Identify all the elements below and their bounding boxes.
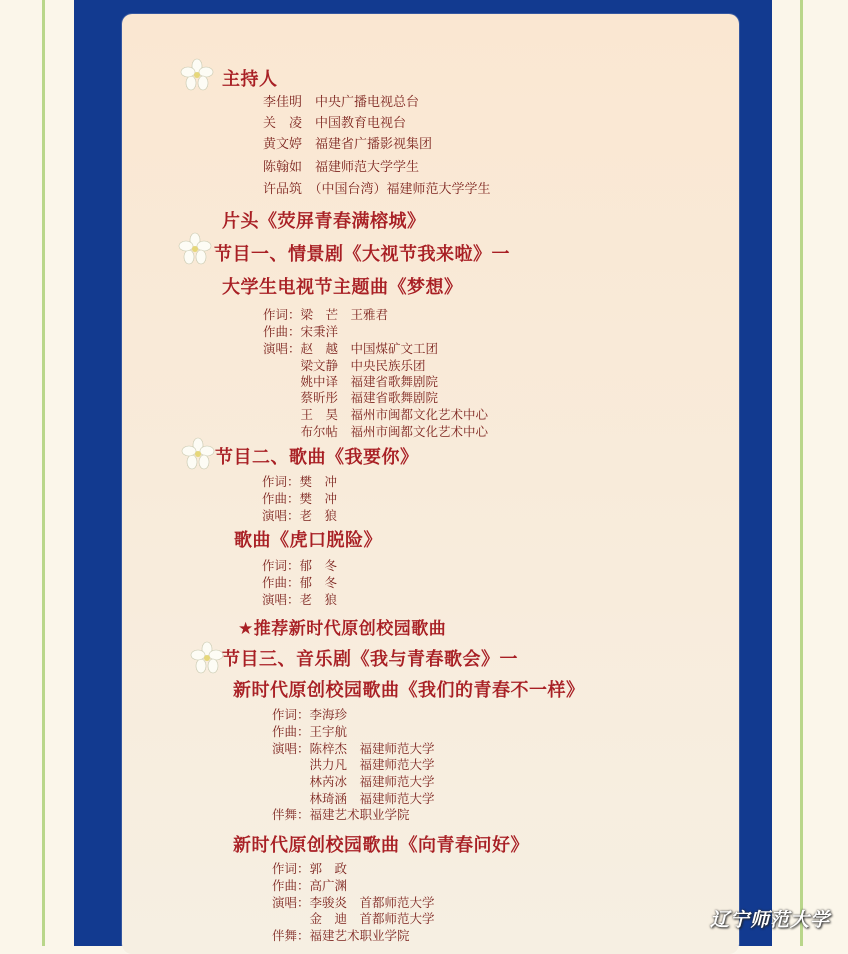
host-line: 许品筑 （中国台湾）福建师范大学学生: [263, 182, 491, 197]
host-line: 李佳明 中央广播电视总台: [263, 95, 420, 110]
credit-line: 伴舞：福建艺术职业学院: [272, 807, 410, 822]
credit-line: 作词：梁 芒 王雅君: [263, 307, 389, 322]
program2-song2: 歌曲《虎口脱险》: [234, 530, 382, 551]
host-line: 关 凌 中国教育电视台: [263, 116, 407, 131]
opening-heading: 片头《荧屏青春满榕城》: [222, 211, 426, 232]
credit-line: 梁文静 中央民族乐团: [263, 358, 426, 373]
jasmine-flower-icon: [180, 58, 214, 92]
credit-line: 王 昊 福州市闽都文化艺术中心: [263, 407, 489, 422]
credit-line: 作词：樊 冲: [262, 474, 338, 489]
credit-line: 蔡昕彤 福建省歌舞剧院: [263, 390, 439, 405]
credit-line: 作词：李海珍: [272, 707, 348, 722]
credit-line: 作曲：郁 冬: [262, 575, 338, 590]
jasmine-flower-icon: [178, 232, 212, 266]
credit-line: 作词：郭 政: [272, 861, 348, 876]
credit-line: 林琦涵 福建师范大学: [272, 791, 435, 806]
right-green-border: [800, 0, 803, 946]
jasmine-flower-icon: [181, 437, 215, 471]
program3-song2: 新时代原创校园歌曲《向青春问好》: [233, 835, 529, 856]
credit-line: 作词：郁 冬: [262, 558, 338, 573]
program1-song: 大学生电视节主题曲《梦想》: [222, 277, 463, 298]
credit-line: 布尔帖 福州市闽都文化艺术中心: [263, 424, 489, 439]
credit-line: 洪力凡 福建师范大学: [272, 757, 435, 772]
program2-heading: 节目二、歌曲《我要你》: [215, 447, 419, 468]
credit-line: 姚中译 福建省歌舞剧院: [263, 374, 439, 389]
hosts-heading: 主持人: [222, 69, 278, 90]
credit-line: 作曲：王宇航: [272, 724, 348, 739]
host-line: 陈翰如 福建师范大学学生: [263, 160, 420, 175]
credit-line: 林芮冰 福建师范大学: [272, 774, 435, 789]
credit-line: 演唱：赵 越 中国煤矿文工团: [263, 341, 439, 356]
credit-line: 作曲：樊 冲: [262, 491, 338, 506]
credit-line: 演唱：老 狼: [262, 592, 338, 607]
credit-line: 演唱：老 狼: [262, 508, 338, 523]
credit-line: 演唱：陈梓杰 福建师范大学: [272, 741, 435, 756]
host-line: 黄文婷 福建省广播影视集团: [263, 137, 433, 152]
program3-heading: 节目三、音乐剧《我与青春歌会》一: [222, 649, 518, 670]
credit-line: 伴舞：福建艺术职业学院: [272, 928, 410, 943]
program-sheet: [122, 14, 739, 954]
jasmine-flower-icon: [190, 641, 224, 675]
credit-line: 金 迪 首都师范大学: [272, 911, 435, 926]
credit-line: 作曲：高广渊: [272, 878, 348, 893]
credit-line: 作曲：宋秉洋: [263, 324, 339, 339]
watermark-logo: 辽宁师范大学: [709, 909, 830, 931]
recommend-heading: ★推荐新时代原创校园歌曲: [238, 619, 447, 639]
program3-song1: 新时代原创校园歌曲《我们的青春不一样》: [233, 680, 585, 701]
credit-line: 演唱：李骏炎 首都师范大学: [272, 895, 435, 910]
left-green-border: [42, 0, 45, 946]
program1-heading: 节目一、情景剧《大视节我来啦》一: [214, 244, 510, 265]
